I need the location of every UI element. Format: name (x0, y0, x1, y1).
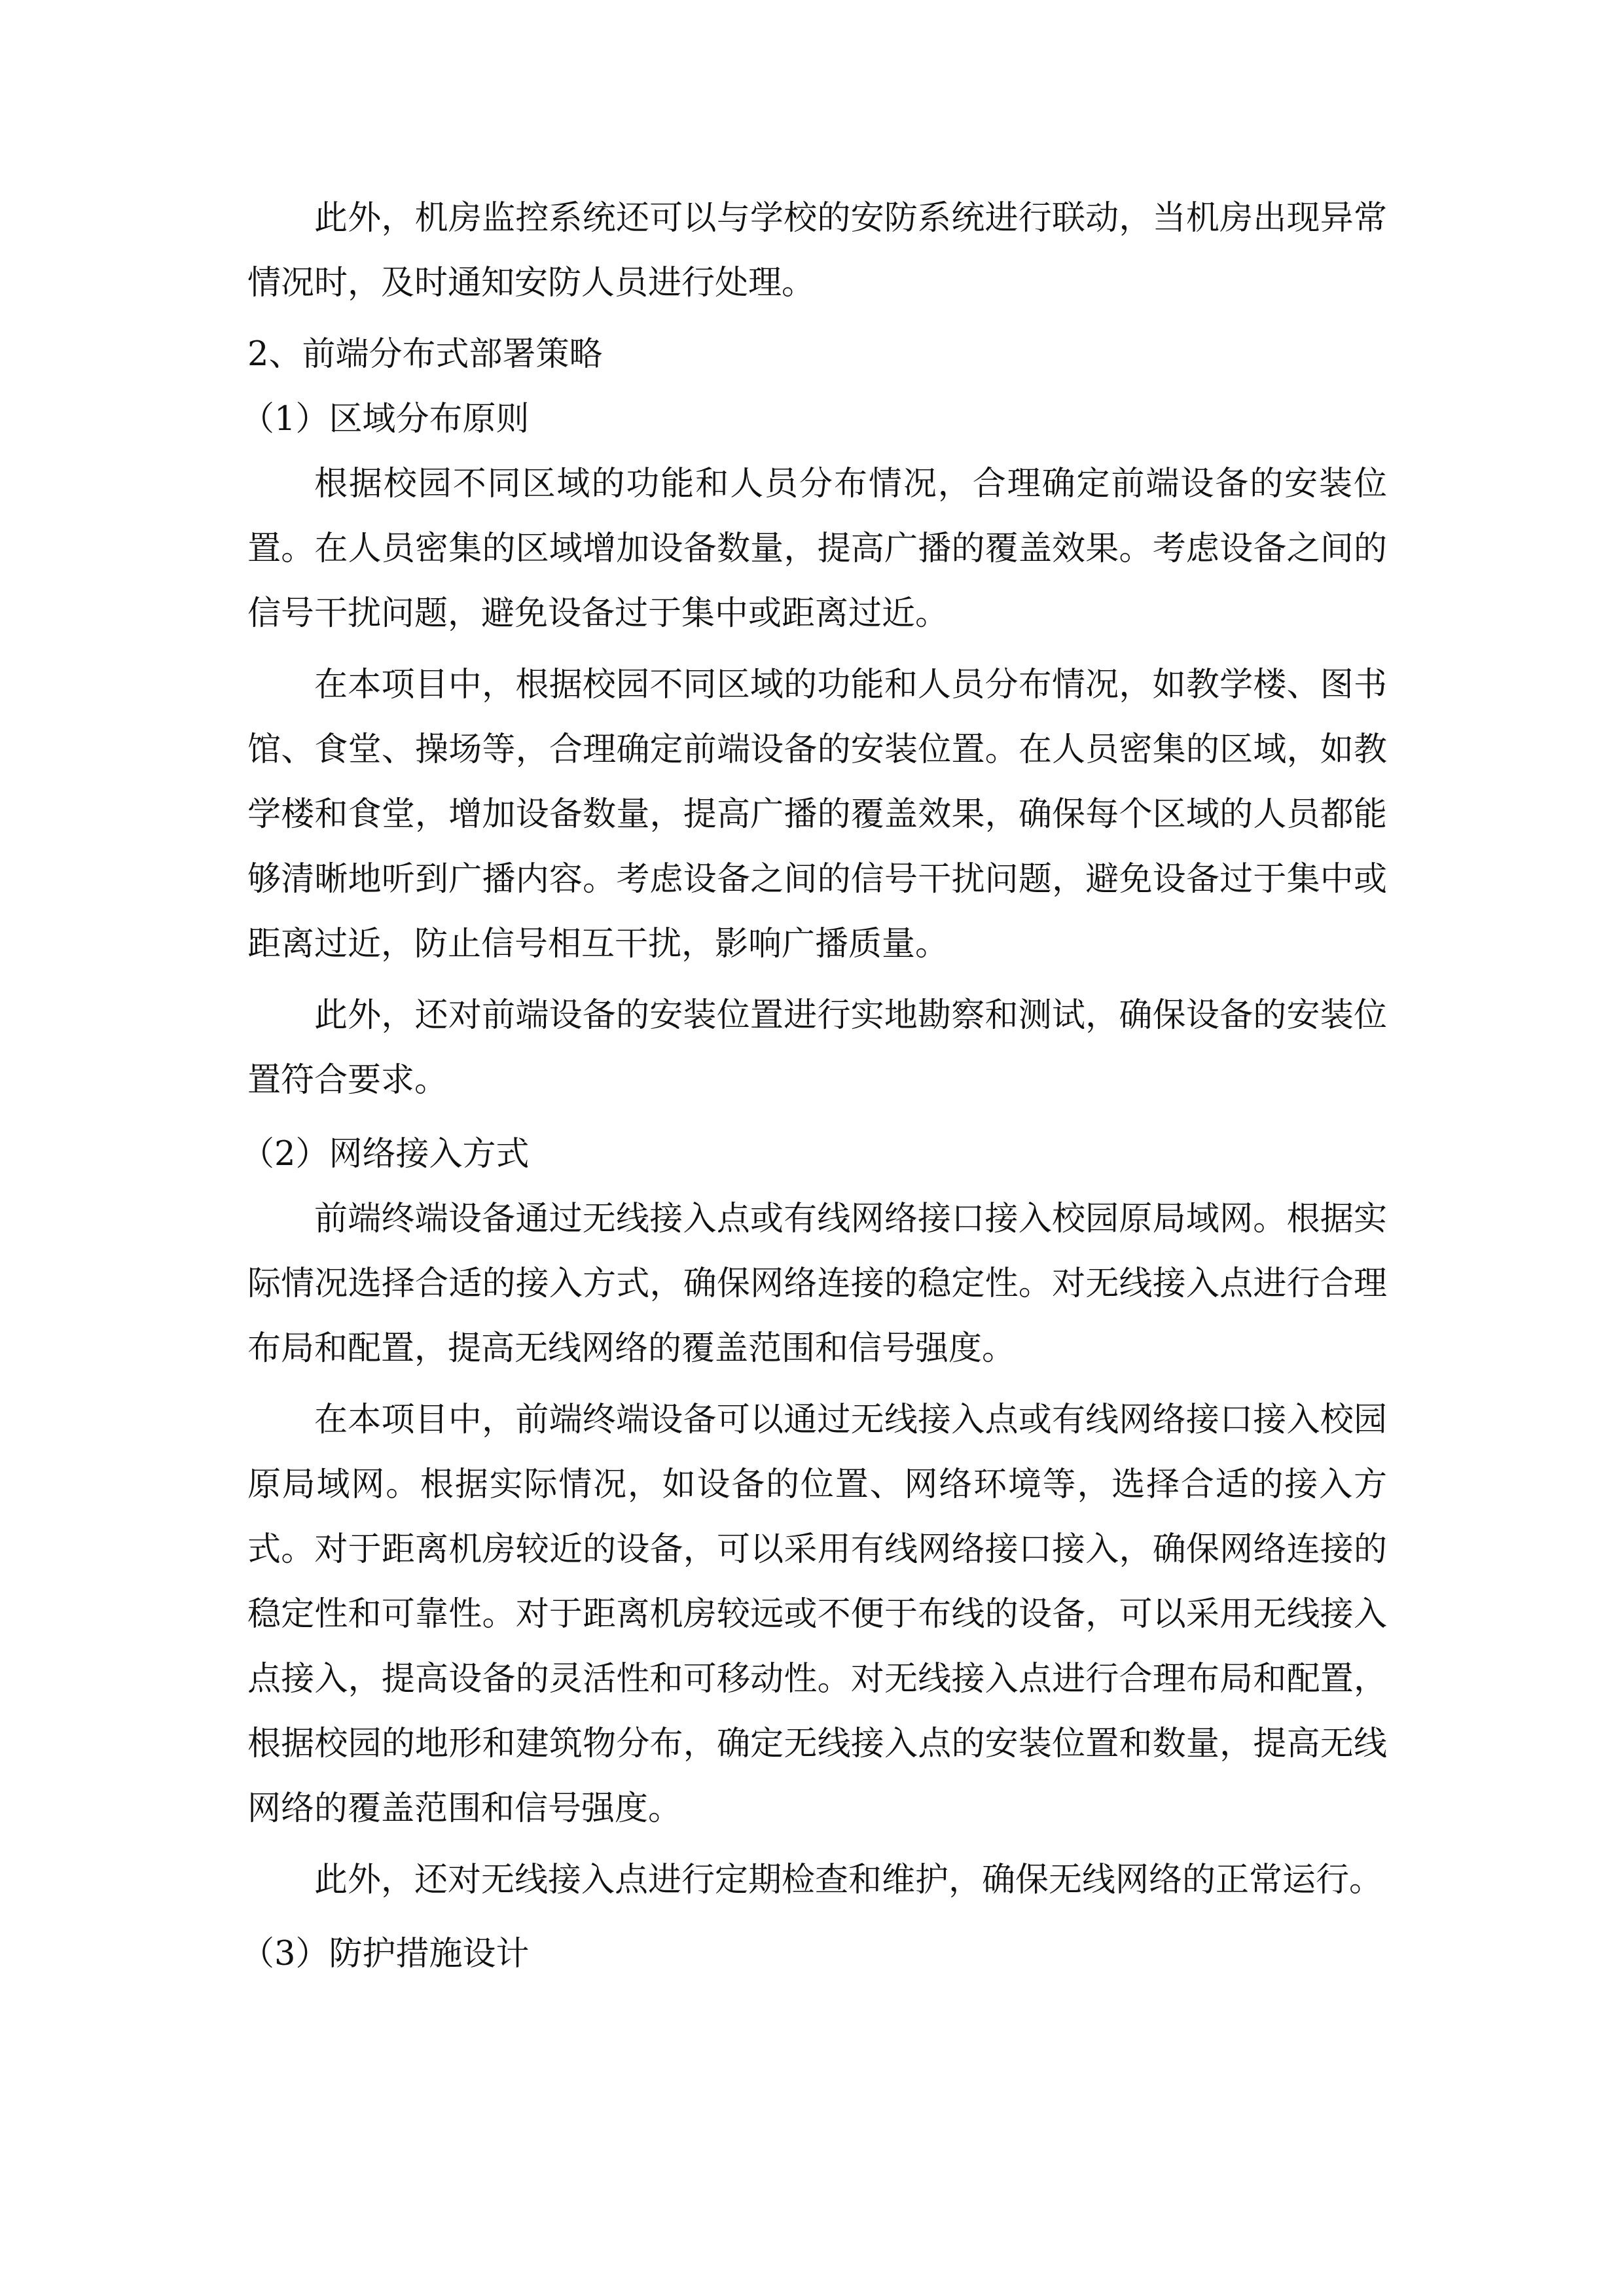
text-line: 2、前端分布式部署策略 (247, 335, 603, 374)
text-line: 学楼和食堂，增加设备数量，提高广播的覆盖效果，确保每个区域的人员都能 (247, 795, 1387, 834)
text-line: 前端终端设备通过无线接入点或有线网络接口接入校园原局域网。根据实 (314, 1200, 1387, 1238)
section-heading (241, 387, 1387, 452)
text-line: 点接入，提高设备的灵活性和可移动性。对无线接入点进行合理布局和配置， (247, 1660, 1387, 1698)
text-line: （1）区域分布原则 (241, 400, 530, 439)
text-line: 距离过近，防止信号相互干扰，影响广播质量。 (247, 925, 949, 963)
text-line: 原局域网。根据实际情况，如设备的位置、网络环境等，选择合适的接入方 (247, 1465, 1387, 1504)
text-line: 置。在人员密集的区域增加设备数量，提高广播的覆盖效果。考虑设备之间的 (247, 529, 1387, 568)
paragraph (247, 1388, 1387, 1841)
text-line: 网络的覆盖范围和信号强度。 (247, 1789, 682, 1828)
text-line: 够清晰地听到广播内容。考虑设备之间的信号干扰问题，避免设备过于集中或 (247, 860, 1387, 899)
paragraph (247, 1187, 1387, 1381)
section-heading (247, 322, 1387, 387)
text-line: 馆、食堂、操场等，合理确定前端设备的安装位置。在人员密集的区域，如教 (247, 730, 1387, 769)
document-body (241, 186, 1387, 1986)
paragraph (247, 653, 1387, 977)
text-line: 情况时，及时通知安防人员进行处理。 (247, 264, 816, 302)
text-line: 式。对于距离机房较近的设备，可以采用有线网络接口接入，确保网络连接的 (247, 1530, 1387, 1569)
text-line: 际情况选择合适的接入方式，确保网络连接的稳定性。对无线接入点进行合理 (247, 1265, 1387, 1303)
text-line: 在本项目中，根据校园不同区域的功能和人员分布情况，如教学楼、图书 (314, 666, 1387, 704)
paragraph (247, 186, 1387, 315)
section-heading (241, 1922, 1387, 1986)
text-line: 此外，机房监控系统还可以与学校的安防系统进行联动，当机房出现异常 (314, 199, 1387, 238)
text-line: 此外，还对无线接入点进行定期检查和维护，确保无线网络的正常运行。 (314, 1861, 1383, 1899)
text-line: 此外，还对前端设备的安装位置进行实地勘察和测试，确保设备的安装位 (314, 996, 1387, 1035)
text-line: 布局和配置，提高无线网络的覆盖范围和信号强度。 (247, 1329, 1016, 1368)
text-line: 置符合要求。 (247, 1061, 448, 1100)
section-heading (241, 1122, 1387, 1187)
text-line: （2）网络接入方式 (241, 1135, 530, 1174)
paragraph (247, 452, 1387, 646)
text-line: 根据校园不同区域的功能和人员分布情况，合理确定前端设备的安装位 (314, 465, 1387, 503)
text-line: 稳定性和可靠性。对于距离机房较远或不便于布线的设备，可以采用无线接入 (247, 1595, 1387, 1634)
paragraph (247, 983, 1387, 1113)
text-line: 根据校园的地形和建筑物分布，确定无线接入点的安装位置和数量，提高无线 (247, 1725, 1387, 1763)
text-line: 信号干扰问题，避免设备过于集中或距离过近。 (247, 594, 949, 633)
text-line: 在本项目中，前端终端设备可以通过无线接入点或有线网络接口接入校园 (314, 1401, 1387, 1439)
text-line: （3）防护措施设计 (241, 1935, 530, 1973)
paragraph (247, 1848, 1387, 1912)
